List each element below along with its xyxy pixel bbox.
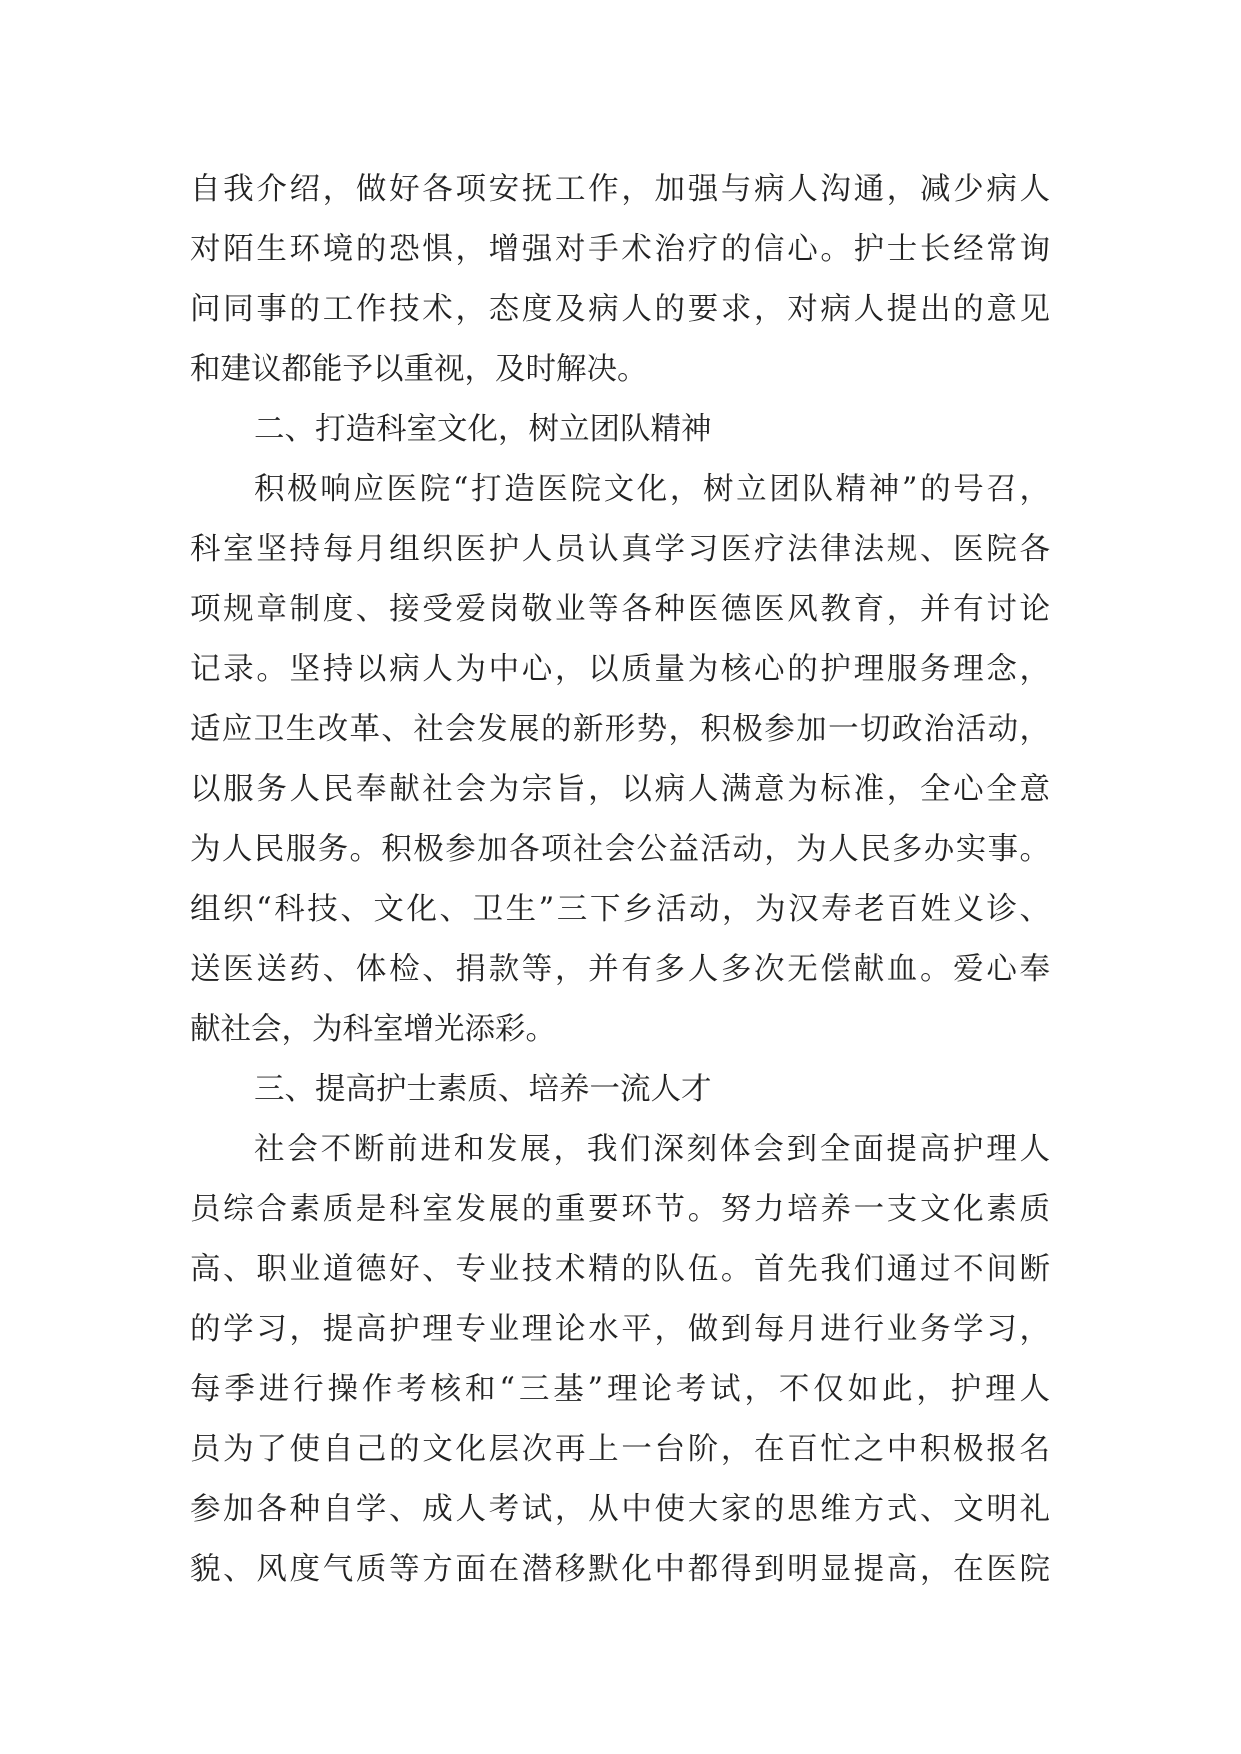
- body-line: 貌、风度气质等方面在潜移默化中都得到明显提高，在医院: [190, 1552, 1050, 1587]
- body-line: 项规章制度、接受爱岗敬业等各种医德医风教育，并有讨论: [190, 592, 1050, 627]
- body-line: 自我介绍，做好各项安抚工作，加强与病人沟通，减少病人: [190, 172, 1050, 207]
- body-line: 科室坚持每月组织医护人员认真学习医疗法律法规、医院各: [190, 532, 1050, 567]
- section-heading-3: 三、提高护士素质、培养一流人才: [254, 1072, 712, 1107]
- body-line: 员为了使自己的文化层次再上一台阶，在百忙之中积极报名: [190, 1432, 1050, 1467]
- body-line: 献社会，为科室增光添彩。: [190, 1012, 556, 1047]
- body-line: 的学习，提高护理专业理论水平，做到每月进行业务学习，: [190, 1312, 1050, 1347]
- body-line: 参加各种自学、成人考试，从中使大家的思维方式、文明礼: [190, 1492, 1050, 1527]
- body-line: 每季进行操作考核和“三基”理论考试，不仅如此，护理人: [190, 1372, 1050, 1407]
- section-heading-2: 二、打造科室文化，树立团队精神: [254, 412, 712, 447]
- body-line: 以服务人民奉献社会为宗旨，以病人满意为标准，全心全意: [190, 772, 1050, 807]
- document-body: [190, 160, 1050, 1600]
- body-line: 和建议都能予以重视，及时解决。: [190, 352, 648, 387]
- body-line: 为人民服务。积极参加各项社会公益活动，为人民多办实事。: [190, 832, 1050, 867]
- paragraph-first-line: 社会不断前进和发展，我们深刻体会到全面提高护理人: [254, 1132, 1050, 1167]
- body-line: 对陌生环境的恐惧，增强对手术治疗的信心。护士长经常询: [190, 232, 1050, 267]
- body-line: 问同事的工作技术，态度及病人的要求，对病人提出的意见: [190, 292, 1050, 327]
- paragraph-first-line: 积极响应医院“打造医院文化，树立团队精神”的号召，: [254, 472, 1050, 507]
- body-line: 员综合素质是科室发展的重要环节。努力培养一支文化素质: [190, 1192, 1050, 1227]
- body-line: 送医送药、体检、捐款等，并有多人多次无偿献血。爱心奉: [190, 952, 1050, 987]
- body-line: 组织“科技、文化、卫生”三下乡活动，为汉寿老百姓义诊、: [190, 892, 1050, 927]
- body-line: 记录。坚持以病人为中心，以质量为核心的护理服务理念，: [190, 652, 1050, 687]
- body-line: 高、职业道德好、专业技术精的队伍。首先我们通过不间断: [190, 1252, 1050, 1287]
- body-line: 适应卫生改革、社会发展的新形势，积极参加一切政治活动，: [190, 712, 1050, 747]
